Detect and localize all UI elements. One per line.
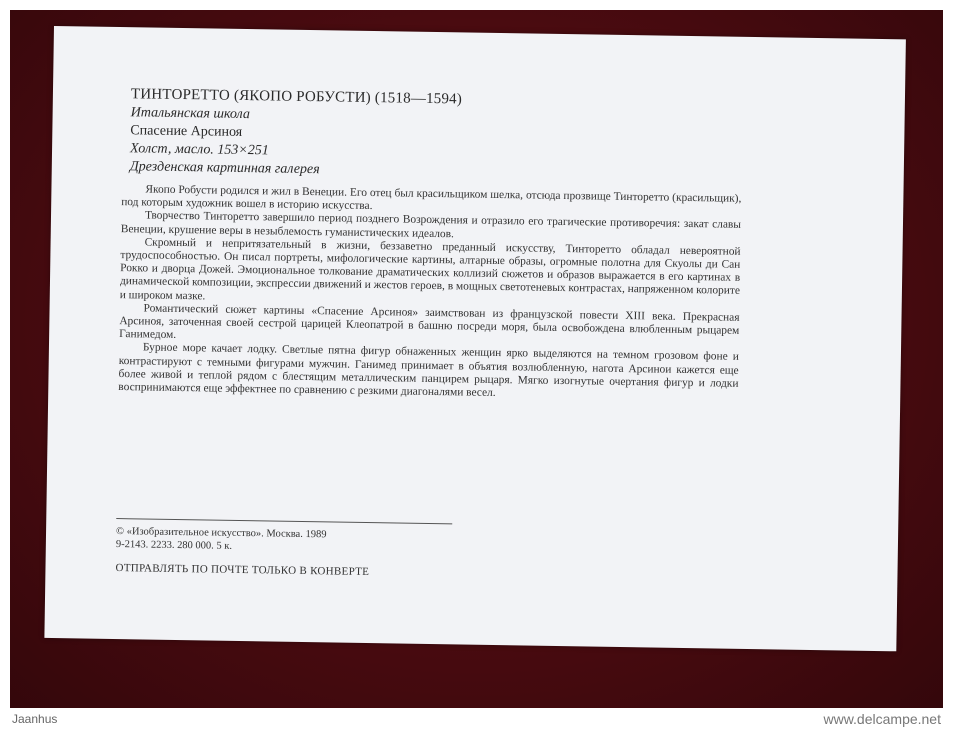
paragraph: Якопо Робусти родился и жил в Венеции. Его отец был красильщиком шелка, отсюда прозвище Тинторетто (красильщик), под которым художник вошел в историю искусства. [121,183,742,213]
artist-title: ТИНТОРЕТТО (ЯКОПО РОБУСТИ) (1518—1594) [130,86,463,108]
paragraph: Романтический сюжет картины «Спасение Арсиноя» заимствован из французской повести XIII века. Прекрасная Арсиноя, заточенная своей сестрой царицей Клеопатрой в башню посреди моря, была освобождена влюбленным рыцарем Ганимедом. [119,302,740,342]
publisher-imprint [116,525,516,557]
paragraph: Бурное море качает лодку. Светлые пятна фигур обнаженных женщин ярко выделяются на темном грозовом фоне и контрастируют с темными фигурами мужчин. Ганимед принимает в объятия возлюбленную, нагота Арсинои кажется еще более живой и теплой рядом с блестящим металлическим панцирем рыцаря. Мягко изогнутые очертания фигур и лодки воспринимаются еще эффектнее по сравнению с резкими диагоналями весел. [118,341,739,400]
card-header [130,85,691,185]
museum-label: Дрезденская картинная галерея [129,159,320,178]
print-run-line: 9-2143. 2233. 280 000. 5 к. [115,539,233,552]
site-watermark: www.delcampe.net [823,711,941,727]
paragraph: Скромный и непритязательный в жизни, беззаветно преданный искусству, Тинторетто обладал невероятной трудоспособностью. Он писал портреты, мифологические картины, алтарные образы, огромные полотна для Скуолы ди Сан Рокко и дворца Дожей. Эмоциональное толкование драматических коллизий сюжетов и образов выражается в его картинах в динамической композиции, экспрессии движений и жестов героев, в мощных светотеневых контрастах, напряженном колорите и широком мазке. [119,236,741,303]
school-label: Итальянская школа [130,105,251,123]
seller-name: Jaanhus [12,712,58,726]
medium-label: Холст, масло. 153×251 [129,141,269,159]
painting-title: Спасение Арсиноя [130,123,243,140]
paragraph: Творчество Тинторетто завершило период позднего Возрождения и отразило его трагические противоречия: закат славы Венеции, крушение веры в незыблемость гуманистических идеалов. [120,209,742,240]
description-text [118,183,741,404]
postcard-back [44,26,906,651]
divider [116,518,452,524]
mailing-notice: ОТПРАВЛЯТЬ ПО ПОЧТЕ ТОЛЬКО В КОНВЕРТЕ [115,562,370,579]
publisher-line: © «Изобразительное искусство». Москва. 1989 [115,526,327,541]
watermark-bar [0,710,953,730]
